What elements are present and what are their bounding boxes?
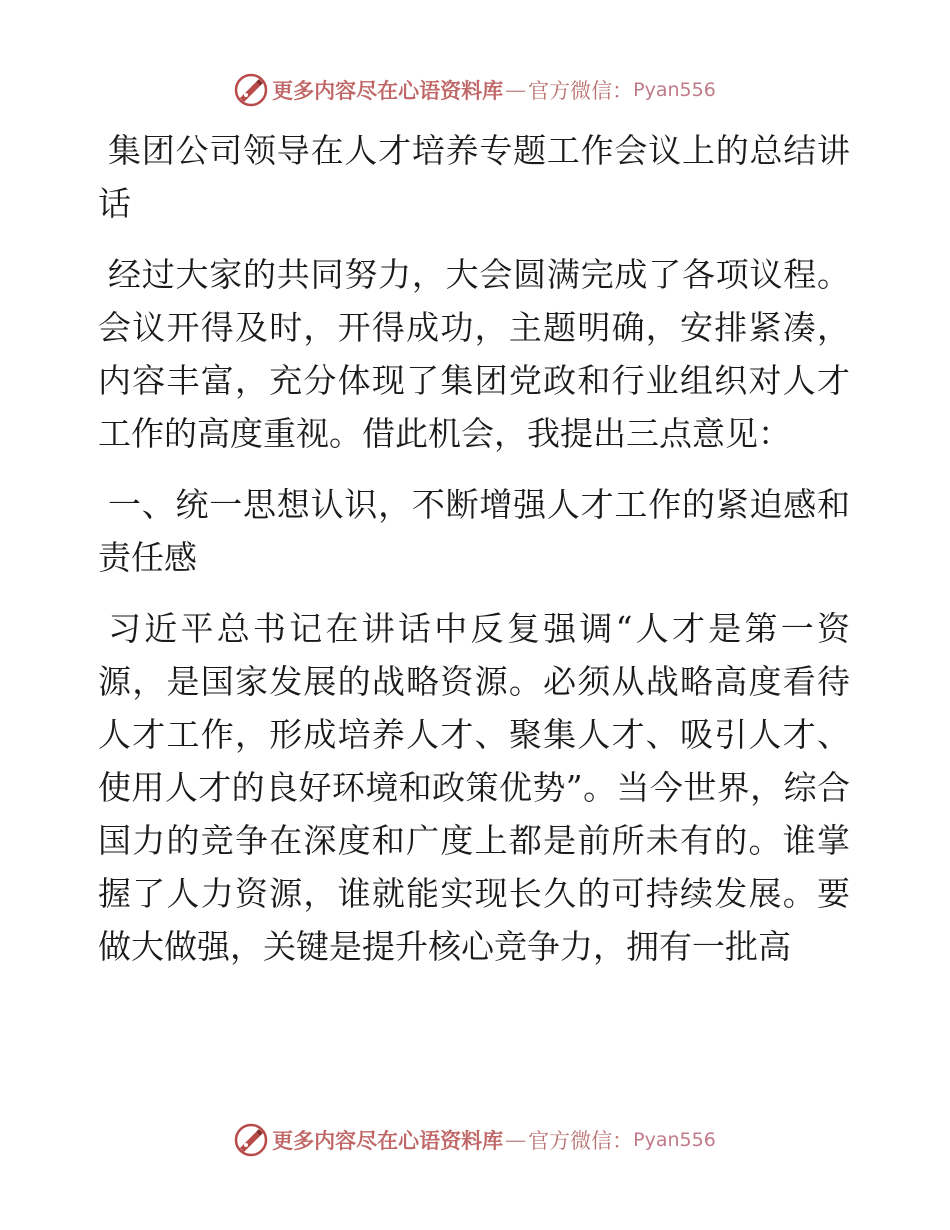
banner-wechat-label: 官方微信： xyxy=(528,79,634,103)
banner-wechat-label: 官方微信： xyxy=(528,1129,634,1153)
section-heading-one: 一、统一思想认识，不断增强人才工作的紧迫感和责任感 xyxy=(98,485,850,577)
pen-logo-icon xyxy=(234,1123,268,1157)
paragraph-intro: 经过大家的共同努力，大会圆满完成了各项议程。会议开得及时，开得成功，主题明确，安排紧凑，内容丰富，充分体现了集团党政和行业组织对人才工作的高度重视。借此机会，我提出三点意见： xyxy=(98,255,850,453)
document-title: 集团公司领导在人才培养专题工作会议上的总结讲话 xyxy=(98,131,850,223)
banner-brand-text: 更多内容尽在心语资料库 xyxy=(272,1128,504,1153)
header-banner xyxy=(0,70,950,110)
pen-logo-icon xyxy=(234,73,268,107)
banner-separator: — xyxy=(505,78,527,102)
paragraph-section-one: 习近平总书记在讲话中反复强调“人才是第一资源，是国家发展的战略资源。必须从战略高度看待人才工作，形成培养人才、聚集人才、吸引人才、使用人才的良好环境和政策优势”。当今世界，综合国力的竞争在深度和广度上都是前所未有的。谁掌握了人力资源，谁就能实现长久的可持续发展。要做大做强，关键是提升核心竞争力，拥有一批高 xyxy=(98,609,850,966)
banner-separator: — xyxy=(505,1128,527,1152)
document-body xyxy=(98,124,850,991)
banner-brand-text: 更多内容尽在心语资料库 xyxy=(272,78,504,103)
banner-wechat-account: Pyan556 xyxy=(633,79,716,101)
banner-wechat-account: Pyan556 xyxy=(633,1129,716,1151)
footer-banner xyxy=(0,1120,950,1160)
